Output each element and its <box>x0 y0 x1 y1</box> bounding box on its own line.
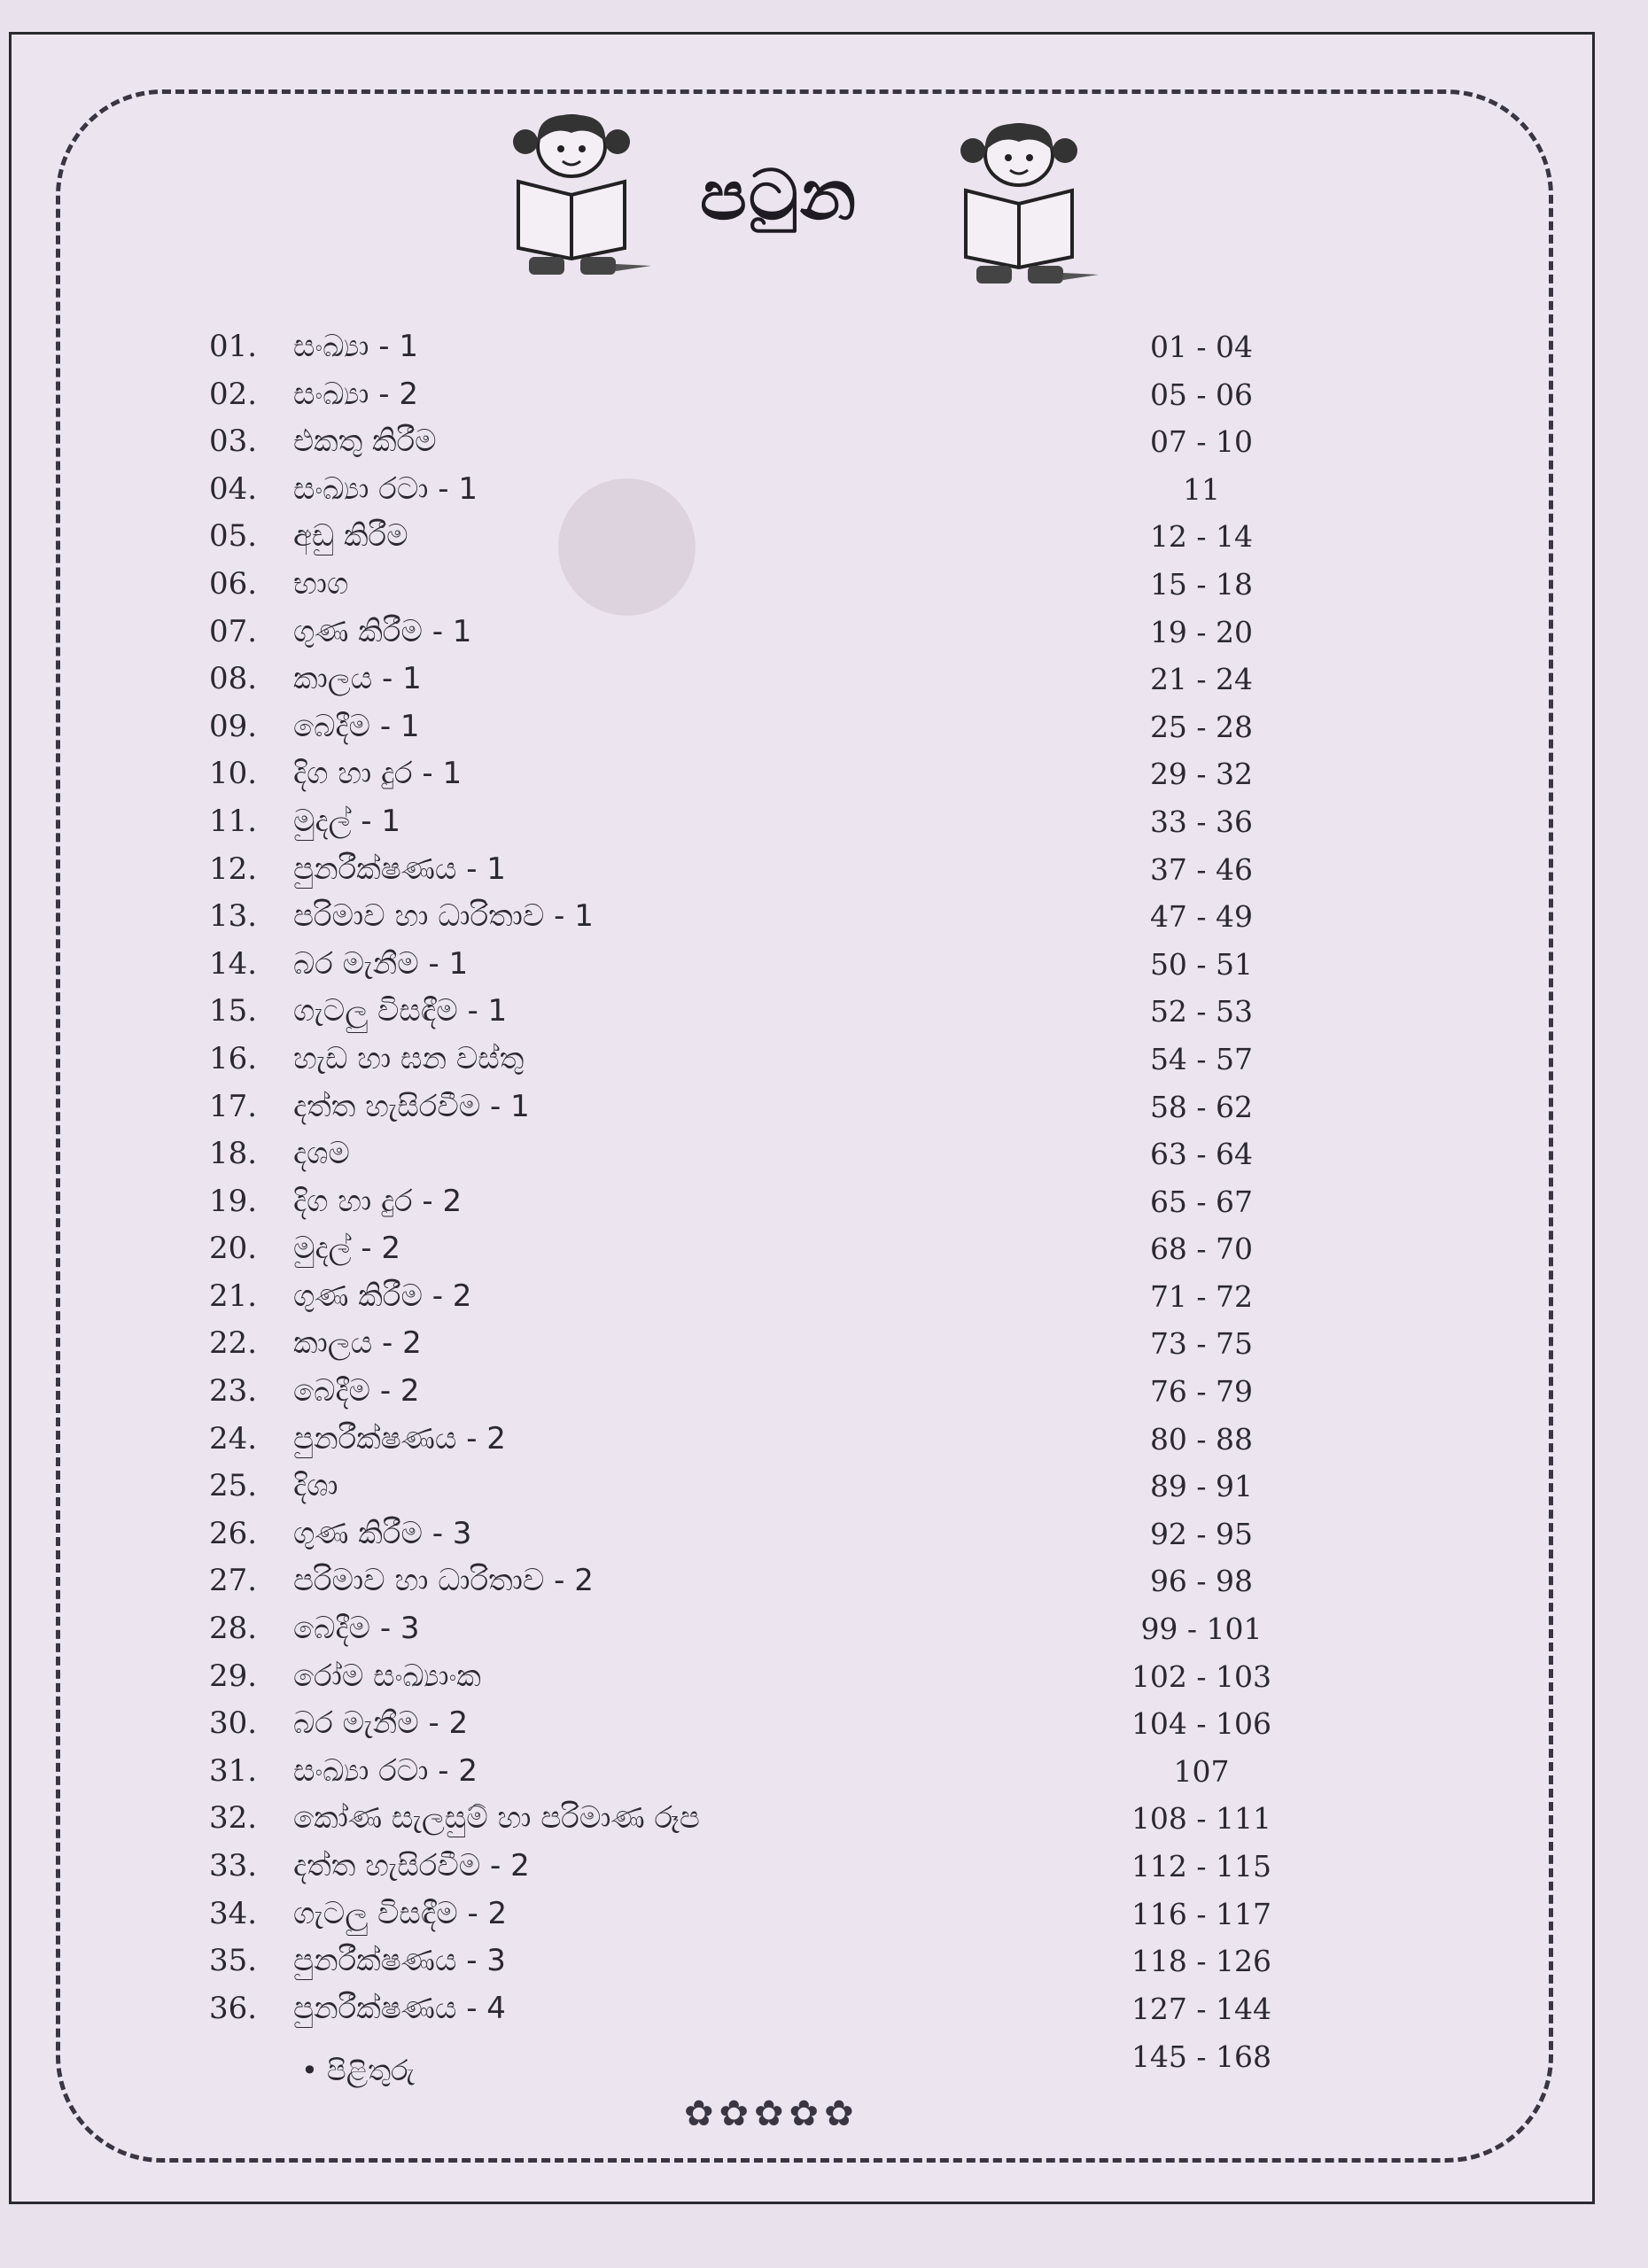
toc-row[interactable] <box>209 846 1361 894</box>
toc-chapter-title: පුනරීක්ෂණය - 4 <box>293 1990 506 2026</box>
toc-row[interactable] <box>209 893 1361 941</box>
toc-number: 03. <box>209 423 258 460</box>
toc-row[interactable] <box>209 1938 1361 1985</box>
toc-page-range: 19 - 20 <box>1149 614 1254 649</box>
toc-page-range: 80 - 88 <box>1149 1421 1254 1456</box>
toc-chapter-title: පරිමාව හා ධාරිතාව - 1 <box>293 898 594 935</box>
toc-page-range: 92 - 95 <box>1149 1516 1254 1551</box>
toc-row[interactable] <box>209 941 1361 989</box>
toc-row[interactable] <box>209 656 1361 703</box>
toc-page-range: 68 - 70 <box>1149 1231 1254 1267</box>
toc-chapter-title: දශම <box>293 1136 350 1172</box>
toc-number: 06. <box>209 565 258 602</box>
toc-row[interactable] <box>209 1320 1361 1368</box>
toc-chapter-title: ගුණ කිරීම - 2 <box>293 1278 472 1314</box>
flower-ornament-icon: ✿✿✿✿✿ <box>684 2093 859 2134</box>
toc-row[interactable] <box>209 703 1361 751</box>
toc-page-range: 89 - 91 <box>1149 1469 1254 1504</box>
toc-row[interactable] <box>209 561 1361 609</box>
toc-page-range: 76 - 79 <box>1149 1374 1254 1410</box>
toc-page-range: 63 - 64 <box>1149 1137 1254 1172</box>
toc-number: 08. <box>209 661 258 697</box>
toc-row[interactable] <box>209 1985 1361 2033</box>
toc-chapter-title: දිග හා දුර - 1 <box>293 756 463 792</box>
toc-chapter-title: රෝම සංඛ්‍යාංක <box>293 1658 481 1694</box>
toc-row[interactable] <box>209 1036 1361 1084</box>
toc-row[interactable] <box>209 1368 1361 1416</box>
toc-chapter-title: සංඛ්‍යා රටා - 1 <box>293 470 478 507</box>
toc-row[interactable] <box>209 1605 1361 1653</box>
toc-row[interactable] <box>209 609 1361 656</box>
toc-page-range: 108 - 111 <box>1131 1801 1272 1837</box>
toc-chapter-title: පුනරීක්ෂණය - 1 <box>293 850 506 887</box>
toc-chapter-title: මුදල් - 1 <box>293 803 400 839</box>
toc-page-range: 01 - 04 <box>1149 330 1254 364</box>
toc-page-range: 25 - 28 <box>1149 709 1254 744</box>
toc-number: 19. <box>209 1183 258 1219</box>
toc-row[interactable] <box>209 418 1361 466</box>
toc-chapter-title: කාලය - 2 <box>293 1325 422 1362</box>
toc-page-range: 50 - 51 <box>1149 946 1254 982</box>
toc-row[interactable] <box>209 1700 1361 1748</box>
toc-page-range: 33 - 36 <box>1149 804 1254 839</box>
toc-page-range: 11 <box>1183 471 1220 507</box>
toc-page-range: 47 - 49 <box>1149 899 1254 935</box>
toc-number: 01. <box>209 329 258 364</box>
toc-number: 16. <box>209 1040 258 1076</box>
toc-chapter-title: දත්ත හැසිරවීම - 2 <box>293 1848 530 1884</box>
page-title: පටුන <box>700 155 859 236</box>
toc-page-range: 07 - 10 <box>1149 424 1254 460</box>
toc-row[interactable] <box>209 1748 1361 1796</box>
toc-page-range: 21 - 24 <box>1149 662 1254 697</box>
toc-number: 10. <box>209 756 258 792</box>
toc-number: 25. <box>209 1468 258 1504</box>
toc-row[interactable] <box>209 466 1361 514</box>
toc-number: 30. <box>209 1705 258 1742</box>
toc-number: 23. <box>209 1373 258 1410</box>
toc-page-range: 102 - 103 <box>1131 1658 1272 1694</box>
toc-chapter-title: බර මැනීම - 1 <box>293 945 469 982</box>
toc-number: 29. <box>209 1658 258 1694</box>
toc-chapter-title: අඩු කිරීම <box>293 518 408 555</box>
answers-entry[interactable] <box>301 2054 415 2088</box>
toc-row[interactable] <box>209 1416 1361 1464</box>
toc-number: 05. <box>209 518 258 555</box>
toc-row[interactable] <box>209 1463 1361 1511</box>
toc-chapter-title: බෙදීම - 2 <box>293 1373 420 1410</box>
toc-page-range: 99 - 101 <box>1140 1612 1263 1647</box>
toc-row[interactable] <box>209 1653 1361 1701</box>
toc-page-range: 107 <box>1173 1753 1230 1789</box>
toc-page-range: 58 - 62 <box>1149 1089 1254 1124</box>
toc-page-range: 52 - 53 <box>1149 994 1254 1029</box>
toc-number: 15. <box>209 993 258 1029</box>
toc-chapter-title: දිශා <box>293 1468 338 1504</box>
toc-chapter-title: කෝණ සැලසුම් හා පරිමාණ රූප <box>293 1800 700 1837</box>
toc-page-range: 65 - 67 <box>1149 1184 1254 1219</box>
answers-label: • පිළිතුරු <box>301 2054 415 2087</box>
toc-chapter-title: බර මැනීම - 2 <box>293 1705 469 1742</box>
girl-reading-book-icon <box>930 115 1108 292</box>
toc-number: 26. <box>209 1515 258 1551</box>
toc-number: 13. <box>209 898 258 935</box>
toc-chapter-title: භාග <box>293 565 349 602</box>
toc-row[interactable] <box>209 988 1361 1036</box>
table-of-contents <box>209 323 1361 2032</box>
toc-page-range: 118 - 126 <box>1131 1944 1272 1979</box>
toc-row[interactable] <box>209 1178 1361 1226</box>
toc-chapter-title: කාලය - 1 <box>293 661 422 697</box>
girl-reading-book-icon <box>483 106 660 284</box>
toc-number: 04. <box>209 470 258 507</box>
toc-number: 02. <box>209 376 258 412</box>
toc-number: 34. <box>209 1895 258 1931</box>
toc-row[interactable] <box>209 323 1361 371</box>
toc-page-range: 96 - 98 <box>1149 1564 1254 1599</box>
toc-number: 09. <box>209 708 258 744</box>
toc-page-range: 15 - 18 <box>1149 566 1254 602</box>
toc-row[interactable] <box>209 1511 1361 1558</box>
toc-chapter-title: ගැටලු විසඳීම - 1 <box>293 993 508 1029</box>
toc-number: 22. <box>209 1325 258 1362</box>
toc-number: 11. <box>209 803 258 839</box>
toc-row[interactable] <box>209 513 1361 561</box>
toc-row[interactable] <box>209 1557 1361 1605</box>
toc-page-range: 37 - 46 <box>1149 851 1254 887</box>
toc-page-range: 73 - 75 <box>1149 1326 1254 1362</box>
toc-row[interactable] <box>209 371 1361 419</box>
toc-row[interactable] <box>209 1795 1361 1843</box>
toc-page-range: 127 - 144 <box>1131 1991 1272 2026</box>
toc-row[interactable] <box>209 1891 1361 1938</box>
toc-chapter-title: දත්ත හැසිරවීම - 1 <box>293 1088 530 1124</box>
toc-number: 33. <box>209 1848 258 1884</box>
toc-chapter-title: සංඛ්‍යා - 2 <box>293 376 418 412</box>
toc-chapter-title: බෙදීම - 3 <box>293 1611 420 1647</box>
toc-number: 20. <box>209 1231 258 1267</box>
toc-row[interactable] <box>209 1225 1361 1273</box>
toc-row[interactable] <box>209 798 1361 846</box>
toc-chapter-title: හැඩ හා ඝන වස්තු <box>293 1040 525 1076</box>
answers-pages: 145 - 168 <box>1131 2039 1272 2074</box>
toc-chapter-title: සංඛ්‍යා - 1 <box>293 329 418 364</box>
toc-chapter-title: පුනරීක්ෂණය - 3 <box>293 1943 506 1979</box>
toc-row[interactable] <box>209 1084 1361 1131</box>
toc-chapter-title: එකතු කිරීම <box>293 423 437 460</box>
toc-chapter-title: ගුණ කිරීම - 3 <box>293 1515 472 1551</box>
toc-page-range: 71 - 72 <box>1149 1278 1254 1314</box>
toc-number: 17. <box>209 1088 258 1124</box>
toc-number: 12. <box>209 850 258 887</box>
toc-chapter-title: මුදල් - 2 <box>293 1231 400 1267</box>
toc-page-range: 54 - 57 <box>1149 1041 1254 1076</box>
toc-chapter-title: පුනරීක්ෂණය - 2 <box>293 1420 506 1456</box>
toc-row[interactable] <box>209 1843 1361 1891</box>
toc-chapter-title: බෙදීම - 1 <box>293 708 420 744</box>
toc-page-range: 112 - 115 <box>1131 1849 1272 1884</box>
toc-page-range: 05 - 06 <box>1149 377 1254 412</box>
toc-number: 32. <box>209 1800 258 1837</box>
toc-row[interactable] <box>209 1130 1361 1178</box>
toc-row[interactable] <box>209 750 1361 798</box>
toc-chapter-title: ගැටලු විසඳීම - 2 <box>293 1895 508 1931</box>
toc-page-range: 12 - 14 <box>1149 519 1254 555</box>
toc-number: 18. <box>209 1136 258 1172</box>
toc-chapter-title: ගුණ කිරීම - 1 <box>293 613 472 649</box>
toc-number: 31. <box>209 1752 258 1789</box>
toc-number: 28. <box>209 1611 258 1647</box>
toc-number: 14. <box>209 945 258 982</box>
toc-number: 21. <box>209 1278 258 1314</box>
toc-chapter-title: සංඛ්‍යා රටා - 2 <box>293 1752 478 1789</box>
toc-number: 27. <box>209 1563 258 1599</box>
toc-number: 36. <box>209 1990 258 2026</box>
toc-page-range: 29 - 32 <box>1149 757 1254 792</box>
toc-chapter-title: පරිමාව හා ධාරිතාව - 2 <box>293 1563 594 1599</box>
toc-chapter-title: දිග හා දුර - 2 <box>293 1183 463 1219</box>
toc-number: 35. <box>209 1943 258 1979</box>
toc-number: 24. <box>209 1420 258 1456</box>
toc-page-range: 104 - 106 <box>1131 1706 1272 1742</box>
toc-number: 07. <box>209 613 258 649</box>
toc-row[interactable] <box>209 1273 1361 1321</box>
toc-page-range: 116 - 117 <box>1131 1896 1272 1931</box>
